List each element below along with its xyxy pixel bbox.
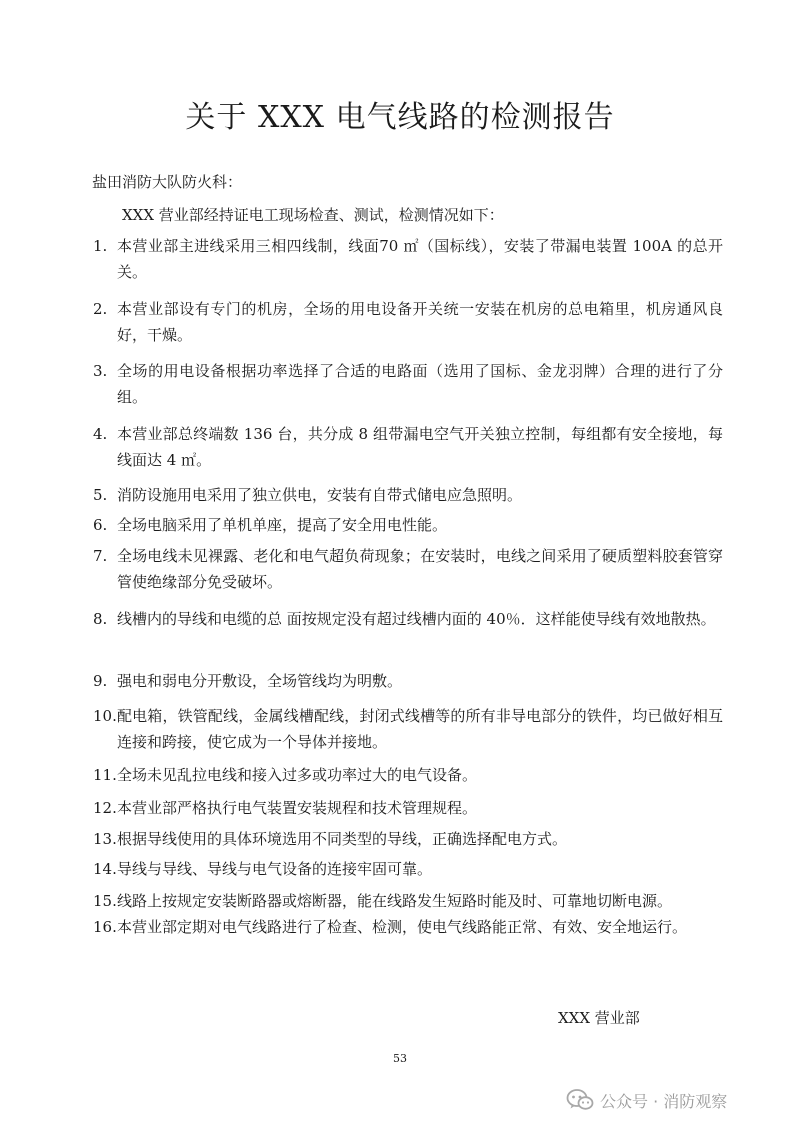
list-item (93, 826, 723, 852)
item-number: 16. (93, 918, 117, 936)
item-text: 配电箱，铁管配线，金属线槽配线，封闭式线槽等的所有非导电部分的铁件，均已做好相互连接和跨接，使它成为一个导体并接地。 (117, 707, 723, 751)
item-text: 导线与导线、导线与电气设备的连接牢固可靠。 (117, 860, 433, 878)
item-number: 6. (93, 516, 108, 534)
item-number: 4. (93, 425, 108, 443)
item-text: 根据导线使用的具体环境选用不同类型的导线，正确选择配电方式。 (117, 830, 568, 848)
list-item (93, 358, 723, 410)
item-number: 1. (93, 237, 108, 255)
item-number: 3. (93, 362, 108, 380)
item-number: 15. (93, 892, 117, 910)
item-number: 12. (93, 799, 117, 817)
list-item (93, 668, 723, 694)
list-item (93, 856, 723, 882)
list-item (93, 762, 723, 788)
page-number: 53 (393, 1052, 407, 1065)
item-text: 本营业部设有专门的机房，全场的用电设备开关统一安装在机房的总电箱里，机房通风良好，干燥。 (117, 300, 723, 344)
list-item (93, 482, 723, 508)
item-number: 14. (93, 860, 117, 878)
item-text: 全场的用电设备根据功率选择了合适的电路面（选用了国标、金龙羽牌）合理的进行了分组。 (117, 362, 723, 406)
item-number: 9. (93, 672, 108, 690)
item-text: 消防设施用电采用了独立供电，安装有自带式储电应急照明。 (117, 486, 523, 504)
watermark (566, 1085, 727, 1115)
item-text: 线路上按规定安装断路器或熔断器，能在线路发生短路时能及时、可靠地切断电源。 (117, 892, 673, 910)
list-item (93, 914, 723, 940)
item-text: 强电和弱电分开敷设，全场管线均为明敷。 (117, 672, 403, 690)
list-item (93, 296, 723, 348)
item-text: 全场电脑采用了单机单座，提高了安全用电性能。 (117, 516, 448, 534)
item-text: 全场电线未见裸露、老化和电气超负荷现象；在安装时，电线之间采用了硬质塑料胶套管穿管使绝缘部分免受破坏。 (117, 547, 723, 591)
list-item (93, 795, 723, 821)
item-text: 本营业部主进线采用三相四线制，线面70 ㎡（国标线），安装了带漏电装置 100A 的总开关。 (117, 237, 723, 281)
item-text: 全场未见乱拉电线和接入过多或功率过大的电气设备。 (117, 766, 478, 784)
list-item (93, 703, 723, 755)
list-item (93, 543, 723, 595)
item-number: 5. (93, 486, 108, 504)
signature: XXX 营业部 (558, 1009, 640, 1027)
item-number: 7. (93, 547, 108, 565)
salutation: 盐田消防大队防火科： (92, 173, 243, 191)
wechat-official-account-icon (566, 1088, 594, 1112)
item-text: 本营业部总终端数 136 台，共分成 8 组带漏电空气开关独立控制，每组都有安全接地，每线面达 4 ㎡。 (117, 425, 723, 469)
item-number: 2. (93, 300, 108, 318)
item-text: 本营业部严格执行电气装置安装规程和技术管理规程。 (117, 799, 478, 817)
item-number: 11. (93, 766, 117, 784)
watermark-text: 公众号 · 消防观察 (600, 1091, 728, 1111)
item-text: 本营业部定期对电气线路进行了检查、检测，使电气线路能正常、有效、安全地运行。 (117, 918, 688, 936)
intro-paragraph: XXX 营业部经持证电工现场检查、测试，检测情况如下： (122, 206, 504, 224)
list-item (93, 512, 723, 538)
list-item (93, 888, 723, 914)
list-item (93, 606, 723, 632)
list-item (93, 421, 723, 473)
item-number: 8. (93, 610, 108, 628)
item-text: 线槽内的导线和电缆的总 面按规定没有超过线槽内面的 40％．这样能使导线有效地散热。 (117, 610, 716, 628)
list-item (93, 233, 723, 285)
document-title: 关于 XXX 电气线路的检测报告 (185, 100, 615, 135)
item-number: 10. (93, 707, 117, 725)
item-number: 13. (93, 830, 117, 848)
